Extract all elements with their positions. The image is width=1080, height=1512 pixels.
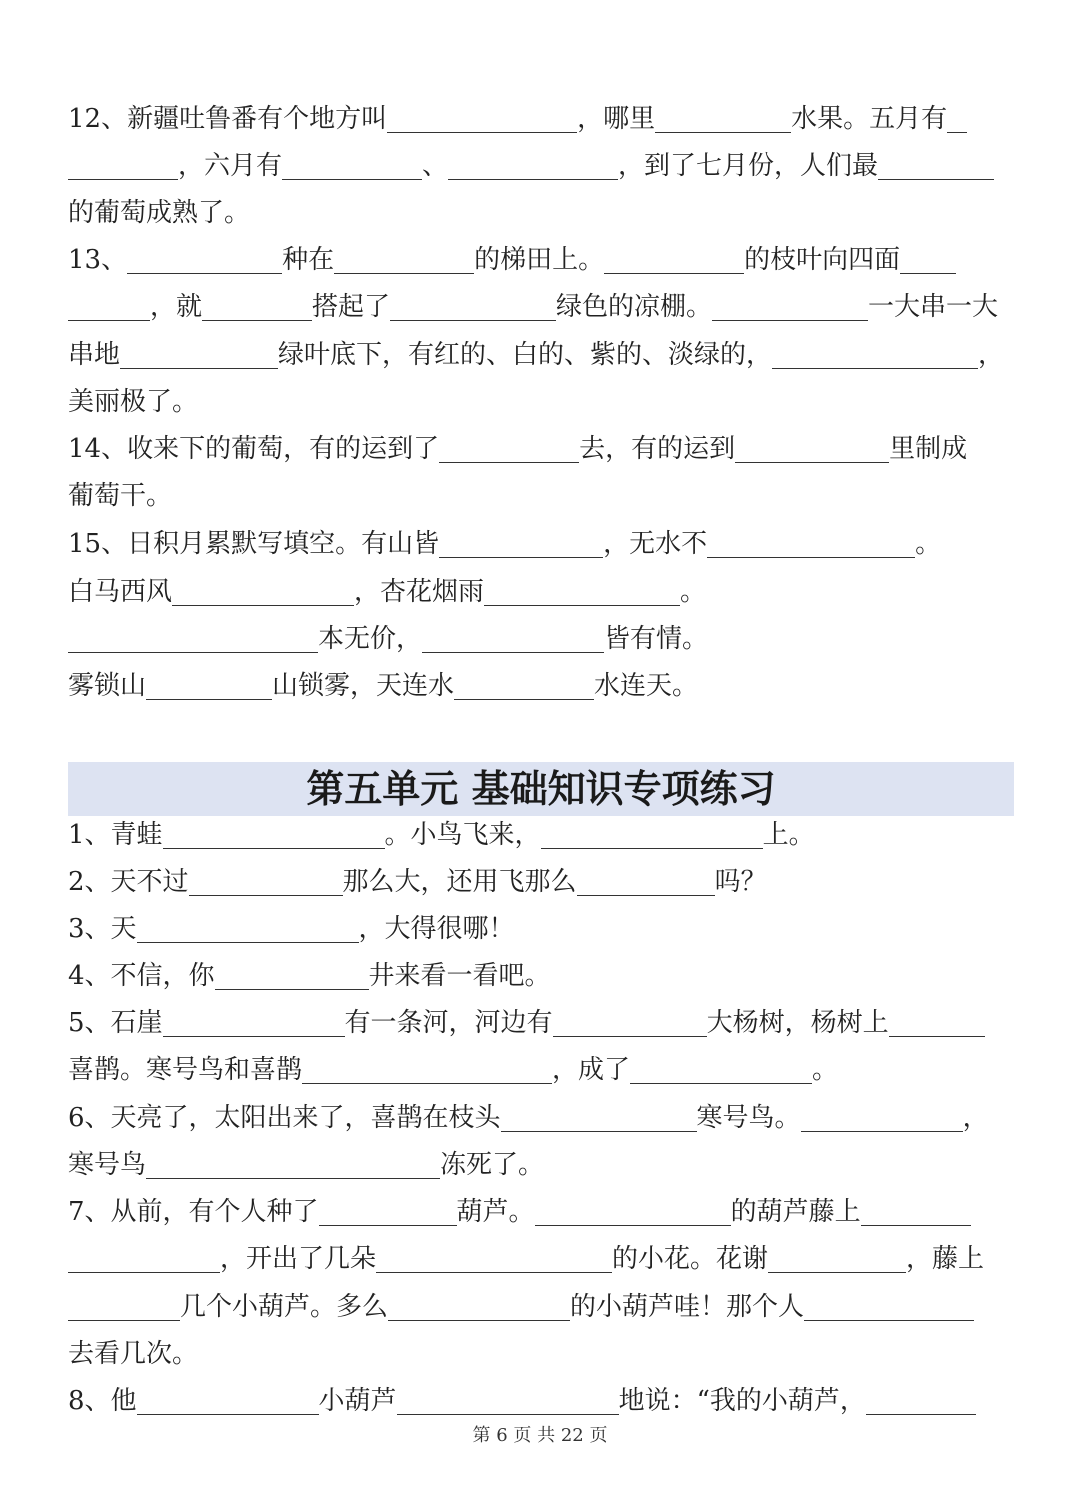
answer-blank[interactable] [454,670,594,700]
text: 几个小葫芦。多么 [180,1292,389,1322]
text: 。 [680,577,707,607]
question-13-line-2 [68,288,1014,326]
text: 水果。五月有 [791,104,948,134]
answer-blank[interactable] [501,1102,697,1132]
answer-blank[interactable] [889,1007,985,1037]
text: 一大串一大 [868,292,999,322]
text: 吗？ [714,867,767,897]
text: 的葫芦藤上 [730,1197,861,1227]
text: 小葫芦 [318,1386,397,1416]
text: 绿叶底下，有红的、白的、紫的、淡绿的， [278,340,773,370]
text: ，成了 [552,1055,631,1085]
text: 13、 [68,245,128,275]
text: 葫芦。 [456,1197,535,1227]
text: 有一条河，河边有 [344,1008,553,1038]
answer-blank[interactable] [604,244,744,274]
answer-blank[interactable] [422,623,604,653]
question-12-line-3 [68,194,1014,232]
answer-blank[interactable] [439,528,603,558]
answer-blank[interactable] [535,1196,731,1226]
text: 葡萄干。 [68,481,173,511]
answer-blank[interactable] [215,960,369,990]
answer-blank[interactable] [319,1196,457,1226]
text: 8、他 [68,1386,137,1416]
question-14-line-1 [68,430,1014,468]
text: ， [978,340,1005,370]
text: 2、天不过 [68,867,189,897]
question-13-line-1 [68,241,1014,279]
answer-blank[interactable] [735,433,889,463]
text: 去看几次。 [68,1339,199,1369]
question-13-line-3 [68,336,1014,374]
text: ，哪里 [577,104,656,134]
unit-question-7-line-3 [68,1288,1014,1326]
text: 大杨树，杨树上 [706,1008,889,1038]
answer-blank[interactable] [772,339,978,369]
question-14-line-2 [68,477,1014,515]
text: 的梯田上。 [474,245,605,275]
answer-blank[interactable] [484,576,680,606]
text: 皆有情。 [604,624,709,654]
question-15-line-4 [68,667,1014,705]
answer-blank[interactable] [900,244,956,274]
answer-blank[interactable] [387,103,577,133]
text: 那么大，还用飞那么 [342,867,577,897]
answer-blank[interactable] [127,244,282,274]
text: 。 [812,1055,839,1085]
answer-blank[interactable] [172,576,354,606]
text: ，藤上 [906,1244,985,1274]
unit-section-title: 第五单元 基础知识专项练习 [68,762,1014,816]
answer-blank[interactable] [541,819,763,849]
text: ，六月有 [178,151,283,181]
text: ，大得很哪！ [358,914,515,944]
answer-blank[interactable] [577,866,715,896]
text: 5、石崖 [68,1008,163,1038]
unit-question-3 [68,910,1014,948]
text: 地说：“我的小葫芦， [618,1386,866,1416]
text: 15、日积月累默写填空。有山皆 [68,529,440,559]
question-15-line-2 [68,573,1014,611]
answer-blank[interactable] [861,1196,971,1226]
text: ，就 [150,292,203,322]
answer-blank[interactable] [146,1149,440,1179]
text: 6、天亮了，太阳出来了，喜鹊在枝头 [68,1103,501,1133]
text: 绿色的凉棚。 [556,292,713,322]
answer-blank[interactable] [68,1243,220,1273]
unit-question-4 [68,957,1014,995]
unit-question-2 [68,863,1014,901]
answer-blank[interactable] [137,1385,319,1415]
text: 。小鸟飞来， [384,820,541,850]
question-13-line-4 [68,383,1014,421]
text: 雾锁山 [68,671,147,701]
answer-blank[interactable] [804,1291,974,1321]
text: ，开出了几朵 [220,1244,377,1274]
answer-blank[interactable] [448,150,618,180]
text: 水连天。 [594,671,699,701]
text: 上。 [762,820,815,850]
unit-question-7-line-1 [68,1193,1014,1231]
answer-blank[interactable] [68,150,178,180]
answer-blank[interactable] [878,150,994,180]
answer-blank[interactable] [68,623,318,653]
text: 去，有的运到 [579,434,736,464]
answer-blank[interactable] [707,528,915,558]
answer-blank[interactable] [655,103,791,133]
text: 、 [422,151,449,181]
answer-blank[interactable] [630,1054,812,1084]
answer-blank[interactable] [282,150,422,180]
answer-blank[interactable] [553,1007,707,1037]
answer-blank[interactable] [120,339,278,369]
page-footer: 第 6 页 共 22 页 [472,1425,608,1446]
text: 7、从前，有个人种了 [68,1197,319,1227]
answer-blank[interactable] [302,1054,552,1084]
text: 美丽极了。 [68,387,199,417]
unit-question-5-line-1 [68,1004,1014,1042]
text: ，到了七月份，人们最 [618,151,879,181]
answer-blank[interactable] [866,1385,976,1415]
text: 种在 [282,245,335,275]
unit-question-7-line-4 [68,1335,1014,1373]
answer-blank[interactable] [388,1291,570,1321]
answer-blank[interactable] [163,1007,345,1037]
text: 的枝叶向四面 [744,245,901,275]
unit-question-6-line-1 [68,1099,1014,1137]
unit-question-6-line-2 [68,1146,1014,1184]
unit-question-1 [68,816,1014,854]
answer-blank[interactable] [68,1291,180,1321]
text: 3、天 [68,914,137,944]
answer-blank[interactable] [390,291,556,321]
answer-blank[interactable] [376,1243,612,1273]
text: ，杏花烟雨 [354,577,485,607]
text: 的葡萄成熟了。 [68,198,251,228]
answer-blank[interactable] [146,670,272,700]
question-12-line-2 [68,147,1014,185]
text: 井来看一看吧。 [368,961,551,991]
answer-blank[interactable] [947,103,967,133]
answer-blank[interactable] [137,913,359,943]
text: 寒号鸟 [68,1150,147,1180]
text: ，无水不 [603,529,708,559]
unit-question-8-line-1 [68,1382,1014,1420]
unit-question-5-line-2 [68,1051,1014,1089]
answer-blank[interactable] [397,1385,619,1415]
text: 14、收来下的葡萄，有的运到了 [68,434,440,464]
answer-blank[interactable] [189,866,343,896]
text: 4、不信，你 [68,961,215,991]
text: 的小葫芦哇！那个人 [570,1292,805,1322]
text: 寒号鸟。 [696,1103,801,1133]
text: 山锁雾，天连水 [272,671,455,701]
answer-blank[interactable] [439,433,579,463]
text: 搭起了 [312,292,391,322]
answer-blank[interactable] [163,819,385,849]
text: 喜鹊。寒号鸟和喜鹊 [68,1055,303,1085]
answer-blank[interactable] [334,244,474,274]
answer-blank[interactable] [202,291,312,321]
text: 12、新疆吐鲁番有个地方叫 [68,104,388,134]
text: 串地 [68,340,121,370]
text: 里制成 [889,434,968,464]
text: 的小花。花谢 [612,1244,769,1274]
text: 白马西风 [68,577,173,607]
text: 冻死了。 [440,1150,545,1180]
question-15-line-1 [68,525,1014,563]
question-15-line-3 [68,620,1014,658]
question-12-line-1 [68,100,1014,138]
text: ， [962,1103,989,1133]
text: 本无价， [318,624,423,654]
unit-question-7-line-2 [68,1240,1014,1278]
answer-blank[interactable] [801,1102,963,1132]
answer-blank[interactable] [68,291,150,321]
text: 1、青蛙 [68,820,163,850]
text: 。 [915,529,942,559]
answer-blank[interactable] [712,291,868,321]
answer-blank[interactable] [768,1243,906,1273]
